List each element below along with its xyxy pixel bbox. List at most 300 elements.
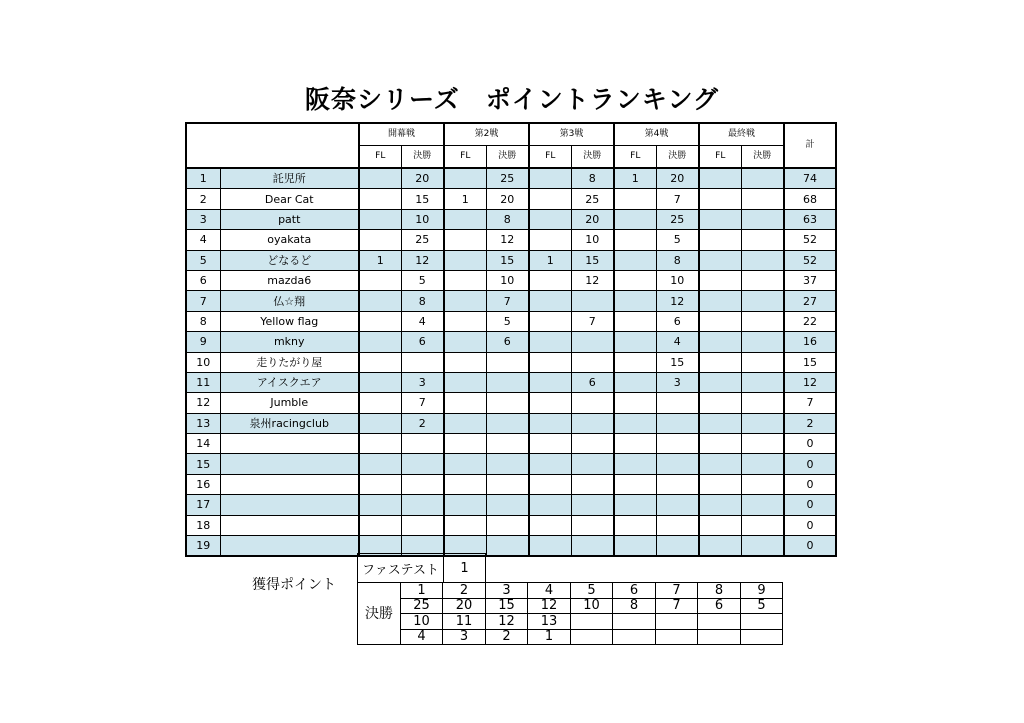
table-row bbox=[186, 393, 836, 413]
final-points-cell bbox=[486, 536, 529, 557]
rank-cell: 3 bbox=[186, 209, 220, 229]
fl-points-cell bbox=[359, 270, 401, 290]
fl-points-cell bbox=[529, 291, 571, 311]
fl-points-cell bbox=[529, 332, 571, 352]
final-points-cell: 12 bbox=[571, 270, 614, 290]
fl-points-cell bbox=[444, 311, 486, 331]
final-points-cell bbox=[486, 434, 529, 454]
total-cell: 52 bbox=[784, 250, 836, 270]
fl-points-cell bbox=[699, 515, 741, 535]
rank-cell: 10 bbox=[186, 352, 220, 372]
position-cell bbox=[613, 614, 656, 630]
ranking-table bbox=[185, 122, 837, 557]
fl-points-cell bbox=[529, 230, 571, 250]
final-points-cell: 15 bbox=[571, 250, 614, 270]
total-cell: 15 bbox=[784, 352, 836, 372]
fl-points-cell bbox=[444, 250, 486, 270]
final-points-cell: 8 bbox=[571, 168, 614, 189]
final-points-cell bbox=[741, 332, 784, 352]
point-value-cell: 1 bbox=[528, 629, 571, 645]
team-name-cell: 仏☆翔 bbox=[220, 291, 359, 311]
final-points-cell bbox=[486, 474, 529, 494]
fl-points-cell bbox=[444, 393, 486, 413]
final-points-cell bbox=[486, 495, 529, 515]
final-points-cell bbox=[486, 515, 529, 535]
fastest-value: 1 bbox=[444, 554, 486, 583]
final-points-cell: 25 bbox=[401, 230, 444, 250]
final-points-cell bbox=[741, 291, 784, 311]
fl-points-cell bbox=[699, 474, 741, 494]
table-row bbox=[186, 270, 836, 290]
final-points-cell: 5 bbox=[656, 230, 699, 250]
final-points-cell bbox=[571, 413, 614, 433]
final-points-cell bbox=[656, 393, 699, 413]
final-points-cell bbox=[741, 250, 784, 270]
final-points-cell bbox=[401, 454, 444, 474]
position-cell: 8 bbox=[698, 583, 741, 599]
final-points-cell: 20 bbox=[656, 168, 699, 189]
team-name-cell bbox=[220, 454, 359, 474]
point-value-cell: 15 bbox=[486, 598, 528, 614]
fl-points-cell bbox=[529, 515, 571, 535]
fl-points-cell bbox=[614, 189, 656, 209]
team-name-cell: patt bbox=[220, 209, 359, 229]
fl-points-cell bbox=[699, 270, 741, 290]
final-points-cell bbox=[486, 393, 529, 413]
rank-cell: 18 bbox=[186, 515, 220, 535]
final-points-cell bbox=[571, 454, 614, 474]
fl-points-cell bbox=[359, 372, 401, 392]
final-points-cell bbox=[741, 209, 784, 229]
table-row bbox=[186, 454, 836, 474]
point-value-cell bbox=[613, 629, 656, 645]
fl-points-cell bbox=[444, 434, 486, 454]
point-value-cell bbox=[698, 629, 741, 645]
fl-points-cell bbox=[614, 434, 656, 454]
final-points-cell bbox=[656, 515, 699, 535]
fl-points-cell bbox=[359, 434, 401, 454]
final-points-cell: 4 bbox=[401, 311, 444, 331]
fl-points-cell bbox=[699, 332, 741, 352]
final-points-cell bbox=[401, 434, 444, 454]
position-cell bbox=[698, 614, 741, 630]
point-value-cell: 7 bbox=[656, 598, 698, 614]
fl-points-cell bbox=[699, 311, 741, 331]
fl-points-cell bbox=[444, 168, 486, 189]
point-value-cell: 8 bbox=[613, 598, 656, 614]
final-points-cell: 7 bbox=[571, 311, 614, 331]
fl-points-cell bbox=[614, 230, 656, 250]
team-name-cell: Dear Cat bbox=[220, 189, 359, 209]
rank-cell: 8 bbox=[186, 311, 220, 331]
fl-points-cell bbox=[529, 311, 571, 331]
points-label: 獲得ポイント bbox=[252, 577, 336, 593]
final-points-cell bbox=[741, 474, 784, 494]
fl-points-cell bbox=[699, 393, 741, 413]
final-points-cell bbox=[741, 434, 784, 454]
final-points-cell: 20 bbox=[401, 168, 444, 189]
final-points-cell bbox=[571, 434, 614, 454]
final-points-cell: 25 bbox=[656, 209, 699, 229]
final-points-cell: 10 bbox=[486, 270, 529, 290]
point-value-cell: 10 bbox=[571, 598, 613, 614]
rank-cell: 19 bbox=[186, 536, 220, 557]
final-points-cell bbox=[741, 352, 784, 372]
position-cell bbox=[571, 614, 613, 630]
final-points-cell: 15 bbox=[486, 250, 529, 270]
fl-points-cell bbox=[529, 270, 571, 290]
position-cell bbox=[741, 614, 783, 630]
team-name-cell: Jumble bbox=[220, 393, 359, 413]
team-name-cell: 泉州racingclub bbox=[220, 413, 359, 433]
position-cell: 5 bbox=[571, 583, 613, 599]
fl-points-cell bbox=[699, 189, 741, 209]
fl-points-cell bbox=[359, 393, 401, 413]
fl-points-cell bbox=[444, 454, 486, 474]
final-points-cell bbox=[656, 536, 699, 557]
final-points-cell bbox=[401, 515, 444, 535]
rank-cell: 15 bbox=[186, 454, 220, 474]
fl-points-cell bbox=[614, 209, 656, 229]
point-value-cell: 25 bbox=[401, 598, 443, 614]
final-points-cell bbox=[656, 454, 699, 474]
position-cell: 6 bbox=[613, 583, 656, 599]
fl-points-cell bbox=[444, 515, 486, 535]
point-value-cell bbox=[656, 629, 698, 645]
final-points-cell: 12 bbox=[486, 230, 529, 250]
fl-points-cell bbox=[444, 352, 486, 372]
final-points-cell bbox=[486, 352, 529, 372]
rank-cell: 1 bbox=[186, 168, 220, 189]
position-cell: 12 bbox=[486, 614, 528, 630]
fl-points-cell bbox=[699, 434, 741, 454]
point-value-cell: 4 bbox=[401, 629, 443, 645]
page-title: 阪奈シリーズ ポイントランキング bbox=[304, 85, 719, 114]
rank-cell: 7 bbox=[186, 291, 220, 311]
fl-points-cell bbox=[359, 332, 401, 352]
fl-points-cell bbox=[614, 311, 656, 331]
fl-points-cell bbox=[699, 372, 741, 392]
table-row bbox=[186, 536, 836, 557]
final-points-cell: 3 bbox=[401, 372, 444, 392]
fl-points-cell bbox=[614, 270, 656, 290]
team-name-cell: mazda6 bbox=[220, 270, 359, 290]
fl-points-cell bbox=[359, 474, 401, 494]
final-points-cell: 7 bbox=[486, 291, 529, 311]
fl-header: FL bbox=[359, 146, 401, 169]
final-header: 決勝 bbox=[656, 146, 699, 169]
points-row bbox=[358, 583, 783, 599]
total-cell: 0 bbox=[784, 454, 836, 474]
final-points-cell bbox=[741, 270, 784, 290]
fl-points-cell bbox=[699, 209, 741, 229]
final-points-table bbox=[357, 582, 783, 645]
fl-points-cell bbox=[359, 311, 401, 331]
team-name-cell bbox=[220, 474, 359, 494]
total-cell: 37 bbox=[784, 270, 836, 290]
fl-points-cell bbox=[699, 230, 741, 250]
fl-points-cell bbox=[699, 352, 741, 372]
position-cell: 4 bbox=[528, 583, 571, 599]
point-value-cell: 2 bbox=[486, 629, 528, 645]
position-cell: 2 bbox=[443, 583, 486, 599]
fl-points-cell bbox=[359, 291, 401, 311]
point-value-cell bbox=[741, 629, 783, 645]
team-name-cell bbox=[220, 536, 359, 557]
final-points-cell bbox=[741, 495, 784, 515]
team-name-cell: 託児所 bbox=[220, 168, 359, 189]
fl-points-cell bbox=[699, 250, 741, 270]
table-row bbox=[186, 434, 836, 454]
rank-cell: 9 bbox=[186, 332, 220, 352]
final-points-cell: 20 bbox=[571, 209, 614, 229]
fl-header: FL bbox=[444, 146, 486, 169]
point-value-cell: 6 bbox=[698, 598, 741, 614]
rank-cell: 12 bbox=[186, 393, 220, 413]
table-row bbox=[186, 413, 836, 433]
final-points-cell bbox=[741, 413, 784, 433]
final-points-cell: 2 bbox=[401, 413, 444, 433]
final-header: 決勝 bbox=[741, 146, 784, 169]
rank-cell: 16 bbox=[186, 474, 220, 494]
final-points-cell bbox=[571, 291, 614, 311]
final-points-cell bbox=[741, 536, 784, 557]
fl-points-cell bbox=[699, 413, 741, 433]
team-name-cell: mkny bbox=[220, 332, 359, 352]
fl-points-cell bbox=[529, 434, 571, 454]
fl-points-cell: 1 bbox=[359, 250, 401, 270]
total-cell: 68 bbox=[784, 189, 836, 209]
final-points-cell: 8 bbox=[486, 209, 529, 229]
final-points-cell bbox=[656, 495, 699, 515]
team-name-cell: oyakata bbox=[220, 230, 359, 250]
table-row bbox=[186, 250, 836, 270]
fl-points-cell bbox=[529, 413, 571, 433]
position-cell: 1 bbox=[401, 583, 443, 599]
final-points-cell: 7 bbox=[656, 189, 699, 209]
total-cell: 22 bbox=[784, 311, 836, 331]
fl-points-cell bbox=[614, 413, 656, 433]
fl-points-cell bbox=[444, 332, 486, 352]
total-cell: 7 bbox=[784, 393, 836, 413]
point-value-cell: 3 bbox=[443, 629, 486, 645]
fl-points-cell bbox=[359, 515, 401, 535]
fl-points-cell bbox=[529, 495, 571, 515]
point-value-cell: 12 bbox=[528, 598, 571, 614]
position-cell: 9 bbox=[741, 583, 783, 599]
final-points-cell: 10 bbox=[656, 270, 699, 290]
table-row bbox=[186, 352, 836, 372]
final-points-cell bbox=[486, 454, 529, 474]
final-points-cell: 5 bbox=[486, 311, 529, 331]
table-row bbox=[186, 209, 836, 229]
total-cell: 0 bbox=[784, 434, 836, 454]
team-name-cell: Yellow flag bbox=[220, 311, 359, 331]
fl-points-cell bbox=[359, 209, 401, 229]
final-points-cell bbox=[741, 189, 784, 209]
header-row-rounds bbox=[186, 123, 836, 146]
total-cell: 2 bbox=[784, 413, 836, 433]
final-points-cell bbox=[741, 454, 784, 474]
fl-points-cell bbox=[699, 291, 741, 311]
fl-points-cell: 1 bbox=[614, 168, 656, 189]
final-points-cell: 3 bbox=[656, 372, 699, 392]
fl-header: FL bbox=[699, 146, 741, 169]
final-points-cell bbox=[741, 311, 784, 331]
fl-points-cell bbox=[529, 454, 571, 474]
final-points-cell bbox=[741, 372, 784, 392]
fl-points-cell bbox=[359, 495, 401, 515]
fl-points-cell bbox=[444, 270, 486, 290]
fl-points-cell bbox=[529, 393, 571, 413]
team-name-cell: どなるど bbox=[220, 250, 359, 270]
final-header: 決勝 bbox=[401, 146, 444, 169]
final-points-cell: 15 bbox=[401, 189, 444, 209]
position-cell: 10 bbox=[401, 614, 443, 630]
table-row bbox=[186, 311, 836, 331]
fl-points-cell bbox=[699, 536, 741, 557]
total-cell: 74 bbox=[784, 168, 836, 189]
point-value-cell: 20 bbox=[443, 598, 486, 614]
table-row bbox=[186, 189, 836, 209]
team-name-cell: 走りたがり屋 bbox=[220, 352, 359, 372]
fl-points-cell: 1 bbox=[529, 250, 571, 270]
fl-points-cell bbox=[444, 495, 486, 515]
fl-points-cell bbox=[359, 454, 401, 474]
final-points-cell: 25 bbox=[571, 189, 614, 209]
table-row bbox=[186, 495, 836, 515]
final-points-cell: 4 bbox=[656, 332, 699, 352]
fl-points-cell bbox=[444, 209, 486, 229]
total-cell: 0 bbox=[784, 536, 836, 557]
fl-points-cell bbox=[529, 536, 571, 557]
point-value-cell bbox=[571, 629, 613, 645]
fl-points-cell bbox=[614, 474, 656, 494]
final-points-cell bbox=[656, 434, 699, 454]
fl-points-cell bbox=[614, 291, 656, 311]
fl-points-cell bbox=[444, 230, 486, 250]
fl-points-cell bbox=[444, 474, 486, 494]
final-points-cell: 6 bbox=[401, 332, 444, 352]
fl-points-cell bbox=[529, 372, 571, 392]
final-points-cell: 5 bbox=[401, 270, 444, 290]
point-value-cell: 5 bbox=[741, 598, 783, 614]
fastest-point-table bbox=[357, 553, 486, 583]
fl-points-cell bbox=[699, 495, 741, 515]
total-cell: 12 bbox=[784, 372, 836, 392]
final-points-cell: 15 bbox=[656, 352, 699, 372]
position-cell bbox=[656, 614, 698, 630]
fl-points-cell bbox=[529, 474, 571, 494]
rank-cell: 17 bbox=[186, 495, 220, 515]
final-points-cell: 10 bbox=[571, 230, 614, 250]
final-points-cell bbox=[741, 393, 784, 413]
table-row bbox=[186, 372, 836, 392]
fl-points-cell bbox=[614, 454, 656, 474]
final-points-cell bbox=[571, 352, 614, 372]
team-name-cell bbox=[220, 495, 359, 515]
total-cell: 63 bbox=[784, 209, 836, 229]
points-row bbox=[358, 614, 783, 630]
round-header: 第2戦 bbox=[444, 123, 529, 146]
round-header: 第3戦 bbox=[529, 123, 614, 146]
rank-cell: 5 bbox=[186, 250, 220, 270]
fl-points-cell bbox=[699, 168, 741, 189]
final-points-cell bbox=[571, 536, 614, 557]
fl-header: FL bbox=[529, 146, 571, 169]
position-cell: 7 bbox=[656, 583, 698, 599]
fl-points-cell bbox=[529, 189, 571, 209]
table-row bbox=[186, 474, 836, 494]
fastest-label: ファステスト bbox=[358, 554, 444, 583]
final-points-cell bbox=[656, 474, 699, 494]
rank-cell: 6 bbox=[186, 270, 220, 290]
total-cell: 16 bbox=[784, 332, 836, 352]
fl-points-cell bbox=[359, 413, 401, 433]
fl-points-cell bbox=[359, 352, 401, 372]
points-row bbox=[358, 629, 783, 645]
position-cell: 3 bbox=[486, 583, 528, 599]
total-cell: 52 bbox=[784, 230, 836, 250]
table-row bbox=[186, 168, 836, 189]
fl-points-cell bbox=[614, 515, 656, 535]
final-header: 決勝 bbox=[571, 146, 614, 169]
final-points-cell: 6 bbox=[656, 311, 699, 331]
final-points-cell: 8 bbox=[656, 250, 699, 270]
round-header: 第4戦 bbox=[614, 123, 699, 146]
total-cell: 27 bbox=[784, 291, 836, 311]
fl-points-cell bbox=[529, 352, 571, 372]
final-points-label: 決勝 bbox=[358, 583, 401, 645]
final-points-cell: 25 bbox=[486, 168, 529, 189]
fl-points-cell bbox=[359, 168, 401, 189]
final-points-cell bbox=[486, 413, 529, 433]
fl-points-cell bbox=[614, 352, 656, 372]
total-cell: 0 bbox=[784, 515, 836, 535]
final-points-cell bbox=[401, 474, 444, 494]
fl-points-cell bbox=[359, 189, 401, 209]
round-header: 最終戦 bbox=[699, 123, 784, 146]
position-cell: 11 bbox=[443, 614, 486, 630]
fl-points-cell bbox=[614, 332, 656, 352]
fl-points-cell bbox=[359, 230, 401, 250]
final-points-cell: 20 bbox=[486, 189, 529, 209]
fl-points-cell: 1 bbox=[444, 189, 486, 209]
fl-points-cell bbox=[444, 291, 486, 311]
points-row bbox=[358, 598, 783, 614]
fl-points-cell bbox=[614, 372, 656, 392]
final-points-cell bbox=[571, 515, 614, 535]
final-points-cell bbox=[656, 413, 699, 433]
position-cell: 13 bbox=[528, 614, 571, 630]
fl-points-cell bbox=[699, 454, 741, 474]
fl-points-cell bbox=[614, 495, 656, 515]
final-points-cell: 12 bbox=[401, 250, 444, 270]
final-points-cell: 6 bbox=[486, 332, 529, 352]
final-points-cell bbox=[741, 515, 784, 535]
total-cell: 0 bbox=[784, 495, 836, 515]
rank-cell: 13 bbox=[186, 413, 220, 433]
fl-points-cell bbox=[529, 168, 571, 189]
fl-header: FL bbox=[614, 146, 656, 169]
final-points-cell bbox=[571, 332, 614, 352]
final-points-cell bbox=[741, 168, 784, 189]
final-points-cell: 10 bbox=[401, 209, 444, 229]
final-points-cell bbox=[571, 393, 614, 413]
final-points-cell bbox=[401, 352, 444, 372]
fl-points-cell bbox=[444, 372, 486, 392]
team-name-cell bbox=[220, 434, 359, 454]
